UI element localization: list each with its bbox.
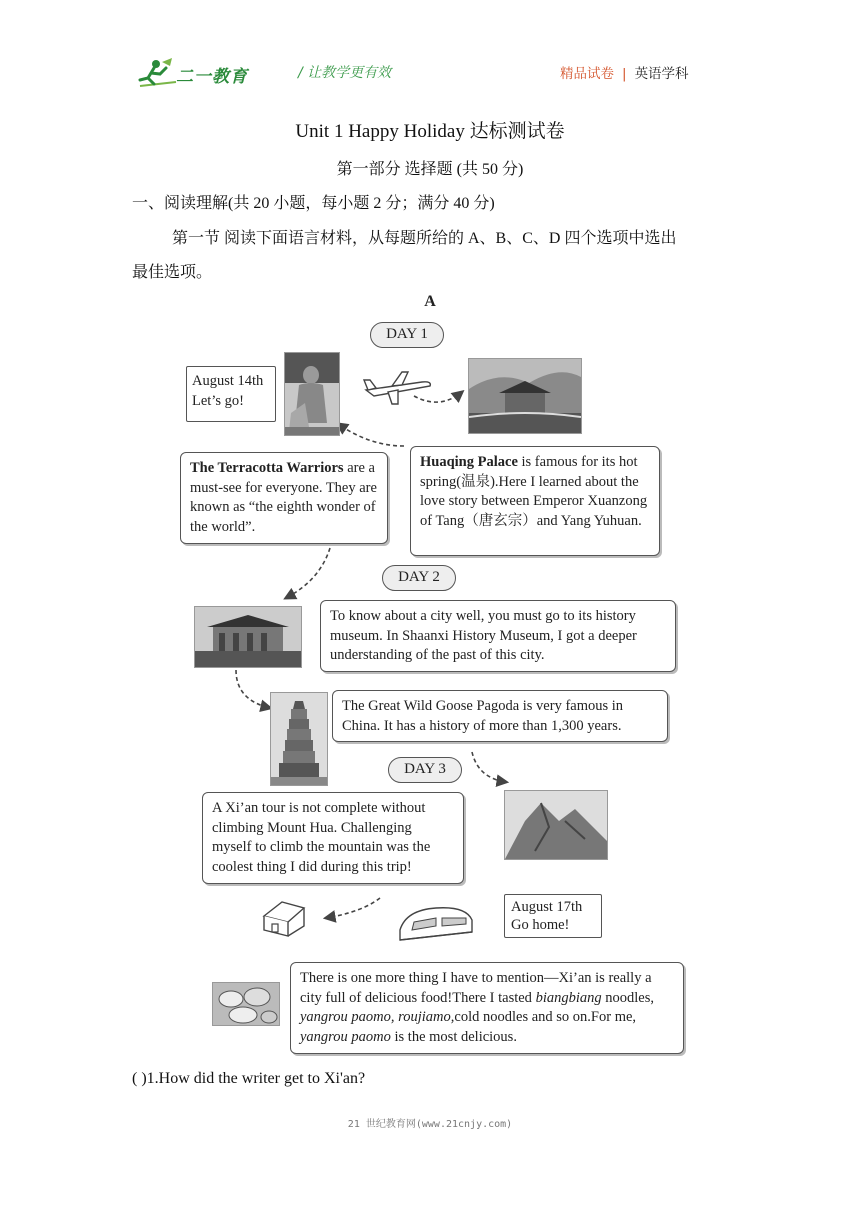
page-title: Unit 1 Happy Holiday 达标测试卷 bbox=[295, 121, 565, 142]
food-text-5: cold noodles and so on.For me, bbox=[454, 1009, 637, 1025]
passage-label: A bbox=[424, 293, 436, 310]
page-footer: 21 世纪教育网(www.21cnjy.com) bbox=[347, 1119, 513, 1130]
end-note-text: Go home! bbox=[511, 917, 570, 933]
question-1: ( )1.How did the writer get to Xi'an? bbox=[132, 1070, 366, 1087]
food-text-2: biangbiang bbox=[535, 989, 602, 1006]
instruction-line-2: 最佳选项。 bbox=[132, 264, 213, 281]
airplane-icon bbox=[362, 368, 434, 408]
food-image bbox=[212, 982, 280, 1026]
part-heading: 第一部分 选择题 (共 50 分) bbox=[336, 161, 524, 178]
food-text-1: There is one more thing I have to mention—Xi’an is really a city full of delicious food!There I tasted bbox=[300, 970, 652, 1006]
history-museum-box: To know about a city well, you must go to its history museum. In Shaanxi History Museum, I got a deeper understanding of the past of this city. bbox=[320, 600, 676, 672]
start-note-text: Let’s go! bbox=[192, 392, 244, 409]
train-icon bbox=[396, 900, 476, 944]
food-text-7: is the most delicious. bbox=[390, 1028, 517, 1045]
mount-hua-box: A Xi’an tour is not complete without climbing Mount Hua. Challenging myself to climb the mountain was the coolest thing I did during this trip! bbox=[202, 792, 464, 884]
history-museum-image bbox=[194, 606, 302, 668]
terracotta-title: The Terracotta Warriors bbox=[190, 460, 344, 476]
terracotta-warriors-box bbox=[180, 452, 388, 544]
terracotta-body: are a must-see for everyone. They are known as “the eighth wonder of the world”. bbox=[190, 460, 377, 535]
start-note bbox=[186, 366, 276, 422]
terracotta-warrior-image bbox=[284, 352, 340, 436]
tag-quality: 精品试卷 bbox=[560, 66, 614, 82]
mount-hua-image bbox=[504, 790, 608, 860]
wild-goose-pagoda-box: The Great Wild Goose Pagoda is very famous in China. It has a history of more than 1,300 years. bbox=[332, 690, 668, 742]
end-note bbox=[504, 894, 602, 938]
tag-subject: 英语学科 bbox=[634, 66, 689, 82]
food-text-3: noodles, bbox=[601, 989, 654, 1006]
start-note-date: August 14th bbox=[192, 373, 264, 389]
day2-pill: DAY 2 bbox=[382, 565, 456, 591]
huaqing-title: Huaqing Palace bbox=[420, 454, 518, 470]
section-heading: 一、阅读理解(共 20 小题，每小题 2 分；满分 40 分) bbox=[132, 195, 495, 212]
logo-text: 二一教育 bbox=[176, 67, 248, 87]
wild-goose-pagoda-image bbox=[270, 692, 328, 786]
huaqing-body: is famous for its hot spring(温泉).Here I learned about the love story between Emperor Xuanzong of Tang（唐玄宗）and Yang Yuhuan. bbox=[420, 454, 648, 529]
instruction-line-1: 第一节 阅读下面语言材料，从每题所给的 A、B、C、D 四个选项中选出 bbox=[172, 230, 677, 247]
food-text-4: yangrou paomo, roujiamo, bbox=[300, 1009, 455, 1025]
slogan: / 让教学更有效 bbox=[298, 65, 392, 81]
food-text-6: yangrou paomo bbox=[300, 1028, 391, 1045]
end-note-date: August 17th bbox=[511, 899, 583, 915]
house-icon bbox=[258, 894, 322, 940]
day3-pill: DAY 3 bbox=[388, 757, 462, 783]
huaqing-palace-image bbox=[468, 358, 582, 434]
food-box bbox=[290, 962, 684, 1054]
tag-separator: | bbox=[622, 66, 627, 82]
day1-pill: DAY 1 bbox=[370, 322, 444, 348]
huaqing-palace-box bbox=[410, 446, 660, 556]
